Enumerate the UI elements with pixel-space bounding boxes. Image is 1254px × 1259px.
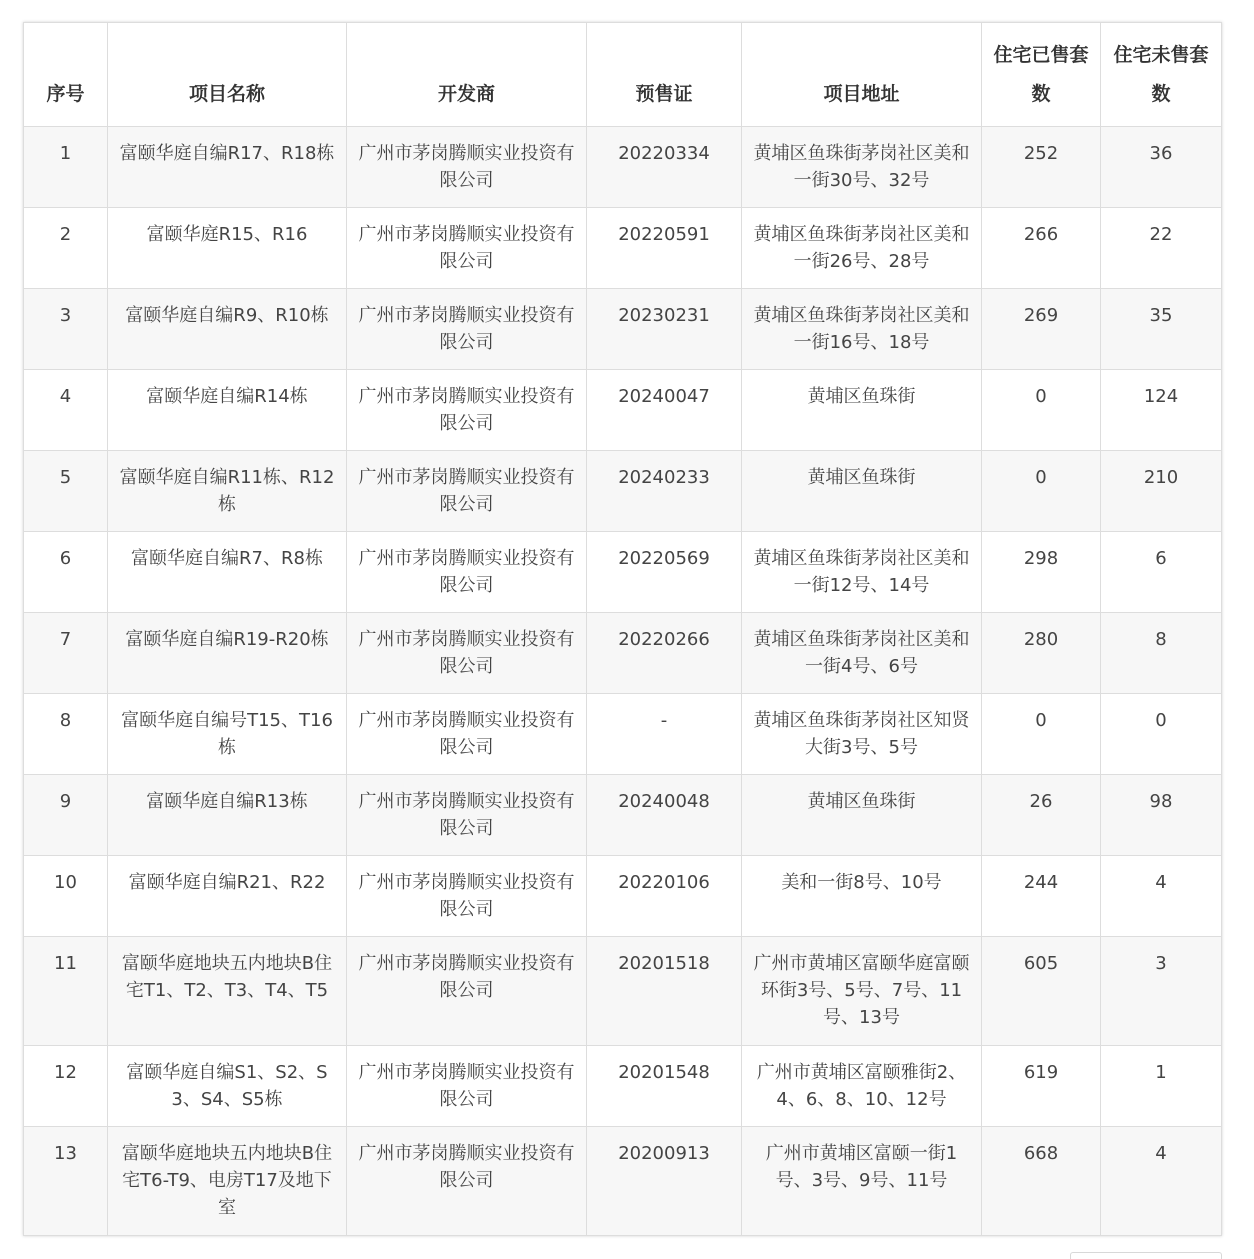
header-project-address: 项目地址 [742,23,982,127]
table-row [24,1046,1222,1127]
table-row [24,856,1222,937]
cell-unsold-count: 36 [1101,127,1222,208]
cell-presale-permit: 20220266 [587,613,742,694]
cell-sold-count: 0 [982,370,1101,451]
cell-project-address: 广州市黄埔区富颐华庭富颐环街3号、5号、7号、11号、13号 [742,937,982,1046]
header-index: 序号 [24,23,108,127]
cell-presale-permit: 20220106 [587,856,742,937]
cell-sold-count: 266 [982,208,1101,289]
cell-index: 5 [24,451,108,532]
table-row [24,370,1222,451]
cell-unsold-count: 4 [1101,1127,1222,1236]
cell-unsold-count: 35 [1101,289,1222,370]
cell-developer: 广州市茅岗腾顺实业投资有限公司 [347,775,587,856]
cell-index: 7 [24,613,108,694]
cell-developer: 广州市茅岗腾顺实业投资有限公司 [347,370,587,451]
cell-index: 8 [24,694,108,775]
table-row [24,937,1222,1046]
cell-sold-count: 0 [982,694,1101,775]
cell-unsold-count: 1 [1101,1046,1222,1127]
table-row [24,775,1222,856]
cell-index: 12 [24,1046,108,1127]
table-header-row [24,23,1222,127]
cell-developer: 广州市茅岗腾顺实业投资有限公司 [347,613,587,694]
cell-unsold-count: 4 [1101,856,1222,937]
table-row [24,532,1222,613]
cell-index: 9 [24,775,108,856]
cell-project-name: 富颐华庭自编R19-R20栋 [108,613,347,694]
table-row [24,451,1222,532]
cell-project-address: 黄埔区鱼珠街 [742,451,982,532]
cell-unsold-count: 3 [1101,937,1222,1046]
cell-index: 13 [24,1127,108,1236]
cell-project-address: 黄埔区鱼珠街茅岗社区美和一街4号、6号 [742,613,982,694]
cell-project-address: 黄埔区鱼珠街 [742,370,982,451]
table-row [24,694,1222,775]
cell-unsold-count: 124 [1101,370,1222,451]
cell-presale-permit: 20240047 [587,370,742,451]
cell-project-address: 美和一街8号、10号 [742,856,982,937]
cell-sold-count: 0 [982,451,1101,532]
cell-sold-count: 269 [982,289,1101,370]
cell-developer: 广州市茅岗腾顺实业投资有限公司 [347,937,587,1046]
cell-developer: 广州市茅岗腾顺实业投资有限公司 [347,1127,587,1236]
table-row [24,127,1222,208]
cell-index: 11 [24,937,108,1046]
cell-presale-permit: 20200913 [587,1127,742,1236]
cell-sold-count: 26 [982,775,1101,856]
cell-project-name: 富颐华庭自编号T15、T16栋 [108,694,347,775]
cell-presale-permit: 20220569 [587,532,742,613]
cell-project-name: 富颐华庭自编R17、R18栋 [108,127,347,208]
cell-sold-count: 280 [982,613,1101,694]
cell-index: 6 [24,532,108,613]
cell-presale-permit: 20240048 [587,775,742,856]
cell-project-address: 广州市黄埔区富颐一街1号、3号、9号、11号 [742,1127,982,1236]
cell-project-address: 黄埔区鱼珠街茅岗社区美和一街12号、14号 [742,532,982,613]
cell-index: 3 [24,289,108,370]
cell-presale-permit: 20230231 [587,289,742,370]
table-row [24,208,1222,289]
cell-project-name: 富颐华庭自编R11栋、R12栋 [108,451,347,532]
cell-presale-permit: 20240233 [587,451,742,532]
cell-presale-permit: - [587,694,742,775]
cell-index: 10 [24,856,108,937]
cell-presale-permit: 20220334 [587,127,742,208]
cell-unsold-count: 98 [1101,775,1222,856]
cell-developer: 广州市茅岗腾顺实业投资有限公司 [347,856,587,937]
presale-sales-table [23,22,1222,1236]
cell-index: 1 [24,127,108,208]
cell-project-name: 富颐华庭自编R21、R22 [108,856,347,937]
cell-project-address: 黄埔区鱼珠街茅岗社区知贤大街3号、5号 [742,694,982,775]
cell-project-address: 黄埔区鱼珠街 [742,775,982,856]
cell-index: 2 [24,208,108,289]
cell-project-name: 富颐华庭自编R14栋 [108,370,347,451]
cell-developer: 广州市茅岗腾顺实业投资有限公司 [347,1046,587,1127]
cell-project-name: 富颐华庭地块五内地块B住宅T1、T2、T3、T4、T5 [108,937,347,1046]
table-row [24,289,1222,370]
cell-unsold-count: 6 [1101,532,1222,613]
cell-index: 4 [24,370,108,451]
cell-presale-permit: 20220591 [587,208,742,289]
cell-developer: 广州市茅岗腾顺实业投资有限公司 [347,532,587,613]
sales-table-container [23,22,1221,1236]
cell-project-name: 富颐华庭自编R7、R8栋 [108,532,347,613]
cell-project-address: 黄埔区鱼珠街茅岗社区美和一街16号、18号 [742,289,982,370]
cell-developer: 广州市茅岗腾顺实业投资有限公司 [347,694,587,775]
cell-unsold-count: 0 [1101,694,1222,775]
header-residential-unsold: 住宅未售套数 [1101,23,1222,127]
table-row [24,613,1222,694]
cell-sold-count: 298 [982,532,1101,613]
header-developer: 开发商 [347,23,587,127]
header-presale-permit: 预售证 [587,23,742,127]
cell-project-name: 富颐华庭自编R9、R10栋 [108,289,347,370]
header-residential-sold: 住宅已售套数 [982,23,1101,127]
cell-sold-count: 244 [982,856,1101,937]
cell-developer: 广州市茅岗腾顺实业投资有限公司 [347,289,587,370]
cell-sold-count: 668 [982,1127,1101,1236]
cell-sold-count: 619 [982,1046,1101,1127]
cell-sold-count: 605 [982,937,1101,1046]
cell-presale-permit: 20201548 [587,1046,742,1127]
cell-unsold-count: 22 [1101,208,1222,289]
cell-project-name: 富颐华庭地块五内地块B住宅T6-T9、电房T17及地下室 [108,1127,347,1236]
cell-project-address: 黄埔区鱼珠街茅岗社区美和一街26号、28号 [742,208,982,289]
cell-project-address: 广州市黄埔区富颐雅街2、4、6、8、10、12号 [742,1046,982,1127]
cell-project-name: 富颐华庭自编S1、S2、S3、S4、S5栋 [108,1046,347,1127]
cell-presale-permit: 20201518 [587,937,742,1046]
cell-developer: 广州市茅岗腾顺实业投资有限公司 [347,127,587,208]
cell-unsold-count: 8 [1101,613,1222,694]
cell-developer: 广州市茅岗腾顺实业投资有限公司 [347,451,587,532]
cell-sold-count: 252 [982,127,1101,208]
cell-project-name: 富颐华庭自编R13栋 [108,775,347,856]
cell-developer: 广州市茅岗腾顺实业投资有限公司 [347,208,587,289]
cell-unsold-count: 210 [1101,451,1222,532]
table-row [24,1127,1222,1236]
header-project-name: 项目名称 [108,23,347,127]
cell-project-name: 富颐华庭R15、R16 [108,208,347,289]
cell-project-address: 黄埔区鱼珠街茅岗社区美和一街30号、32号 [742,127,982,208]
